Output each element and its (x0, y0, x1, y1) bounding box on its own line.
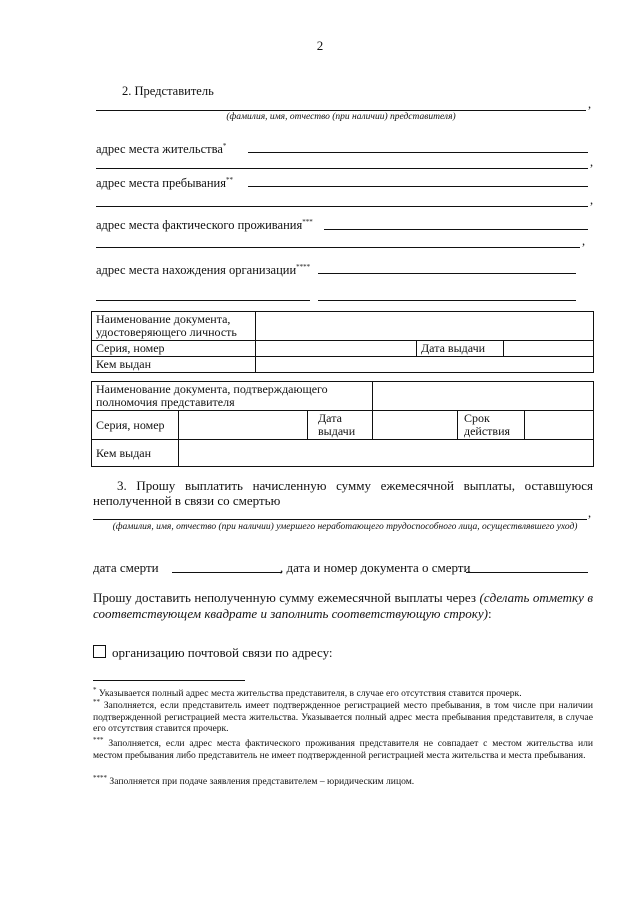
addr-residence-label: адрес места жительства* (96, 141, 227, 156)
comma: , (588, 506, 592, 520)
addr-org-line-2b[interactable] (318, 300, 576, 301)
comma: , (582, 234, 586, 248)
id-issued-by-cell[interactable] (256, 357, 594, 373)
auth-date-label: Дата выдачи (308, 411, 373, 440)
id-doc-name-label: Наименование документа, удостоверяющего личность (92, 312, 256, 341)
addr-stay-line[interactable] (248, 186, 588, 187)
addr-actual-line-2[interactable] (96, 247, 580, 248)
addr-actual-label: адрес места фактического проживания*** (96, 217, 313, 232)
addr-org-label: адрес места нахождения организации**** (96, 262, 311, 277)
death-doc-label: , дата и номер документа о смерти (280, 560, 471, 575)
addr-residence-line-2[interactable] (96, 168, 588, 169)
footnote-3: *** Заполняется, если адрес места фактического проживания представителя не совпадает с местом жительства или местом пребывания либо представитель не имеет подтвержденной регистрацией места жительства и места пребывания. (93, 735, 594, 761)
addr-org-line[interactable] (318, 273, 576, 274)
auth-doc-name-cell[interactable] (373, 382, 594, 411)
addr-stay-line-2[interactable] (96, 206, 588, 207)
addr-stay-label: адрес места пребывания** (96, 175, 233, 190)
addr-org-line-2a[interactable] (96, 300, 310, 301)
auth-series-label: Серия, номер (92, 411, 179, 440)
post-option-checkbox[interactable] (93, 645, 106, 658)
post-option (93, 645, 333, 661)
death-date-label: дата смерти (93, 560, 159, 575)
auth-validity-cell[interactable] (458, 411, 594, 440)
footnote-1: * Указывается полный адрес места жительства представителя, в случае его отсутствия ставится прочерк. (93, 685, 522, 699)
auth-issued-by-label: Кем выдан (92, 440, 179, 467)
section-2-title: 2. Представитель (122, 84, 214, 98)
death-doc-line[interactable] (466, 572, 588, 573)
id-doc-name-cell[interactable] (256, 312, 594, 341)
comma: , (588, 97, 592, 111)
id-series-cell[interactable] (256, 341, 417, 357)
auth-date-cell[interactable] (373, 411, 458, 440)
page-number: 2 (316, 38, 324, 53)
death-date-line[interactable] (172, 572, 282, 573)
footnote-separator (93, 680, 245, 681)
auth-validity-label: Срок действия (458, 411, 525, 439)
id-issue-date-label: Дата выдачи (417, 341, 504, 357)
comma: , (590, 193, 594, 207)
id-issue-date-cell[interactable] (504, 341, 594, 357)
comma: , (590, 155, 594, 169)
id-series-label: Серия, номер (92, 341, 256, 357)
id-document-table (91, 311, 594, 373)
footnote-2: ** Заполняется, если представитель имеет подтвержденное регистрацией место пребывания, в том числе при наличии подтвержденной регистрацией места жительства. Указывается полный адрес места пребывания представителя, в случае его отсутствия ставится прочерк. (93, 697, 593, 735)
representative-fio-line[interactable] (96, 110, 586, 111)
representative-fio-caption: (фамилия, имя, отчество (при наличии) представителя) (226, 112, 456, 122)
auth-series-cell[interactable] (179, 411, 308, 440)
auth-issued-by-cell[interactable] (179, 440, 594, 467)
footnote-4: **** Заполняется при подаче заявления представителем – юридическим лицом. (93, 773, 415, 787)
addr-actual-line[interactable] (324, 229, 588, 230)
authority-document-table (91, 381, 594, 467)
addr-residence-line[interactable] (248, 152, 588, 153)
id-issued-by-label: Кем выдан (92, 357, 256, 373)
deceased-fio-line[interactable] (93, 519, 587, 520)
post-option-label: организацию почтовой связи по адресу: (112, 645, 333, 660)
deceased-fio-caption: (фамилия, имя, отчество (при наличии) умершего неработающего трудоспособного лица, осуществлявшего уход) (112, 522, 578, 532)
auth-doc-name-label: Наименование документа, подтверждающего полномочия представителя (92, 382, 373, 411)
section-3-text: 3. Прошу выплатить начисленную сумму ежемесячной выплаты, оставшуюся неполученной в связи со смертью (93, 478, 593, 508)
deliver-text: Прошу доставить неполученную сумму ежемесячной выплаты через (сделать отметку в соответствующем квадрате и заполнить соответствующую строку): (93, 590, 594, 621)
